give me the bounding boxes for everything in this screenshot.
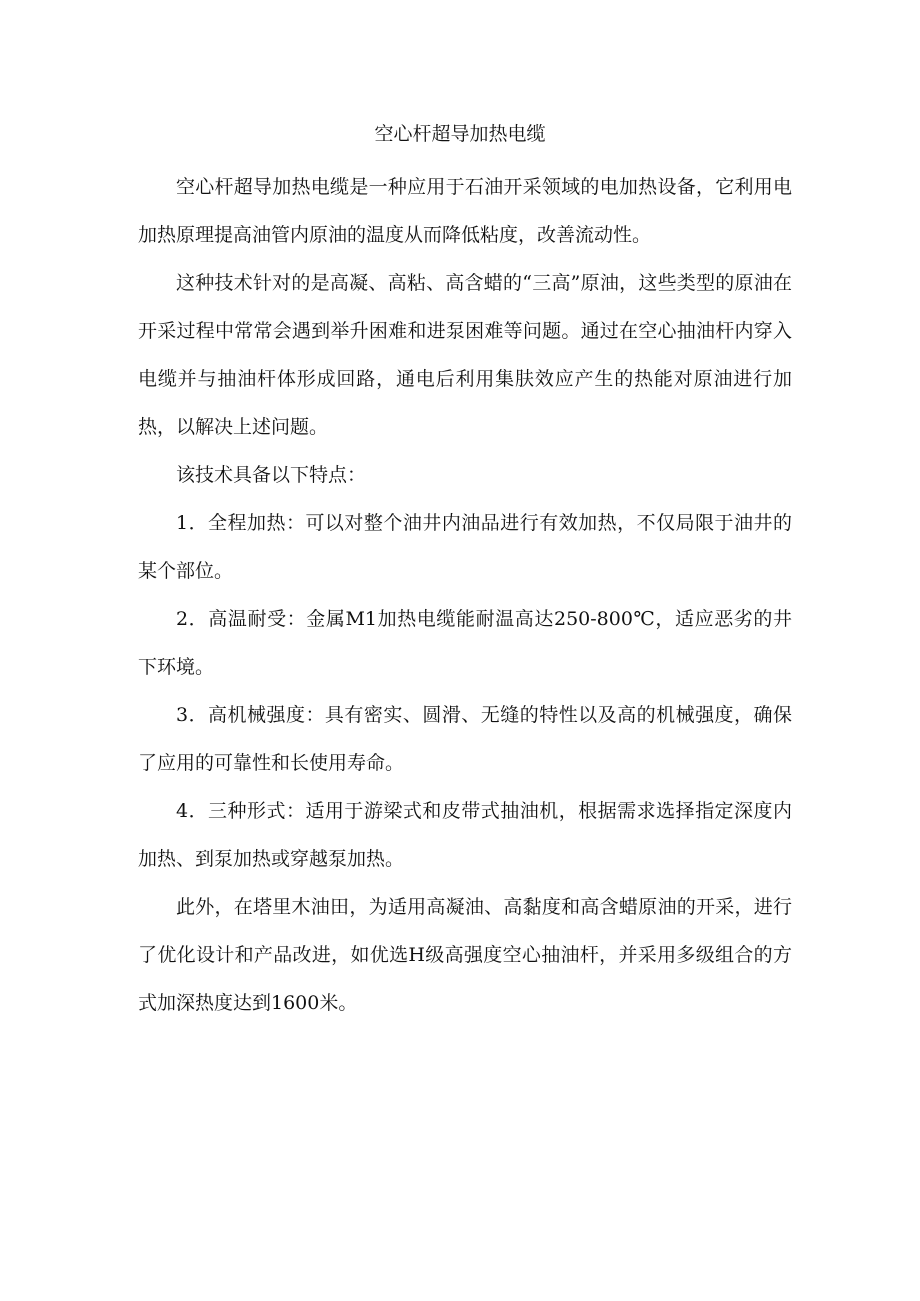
document-body	[138, 163, 792, 1027]
document-title: 空心杆超导加热电缆	[374, 123, 546, 145]
paragraph-intro: 空心杆超导加热电缆是一种应用于石油开采领域的电加热设备，它利用电加热原理提高油管内原油的温度从而降低粘度，改善流动性。	[138, 176, 792, 246]
paragraph-feature-4: 4．三种形式：适用于游梁式和皮带式抽油机，根据需求选择指定深度内加热、到泵加热或穿越泵加热。	[138, 800, 792, 870]
paragraph-features-intro: 该技术具备以下特点：	[176, 464, 367, 486]
paragraph-feature-1: 1．全程加热：可以对整个油井内油品进行有效加热，不仅局限于油井的某个部位。	[138, 512, 792, 582]
paragraph-feature-2: 2．高温耐受：金属M1加热电缆能耐温高达250-800℃，适应恶劣的井下环境。	[138, 608, 792, 678]
paragraph-technology: 这种技术针对的是高凝、高粘、高含蜡的“三高”原油，这些类型的原油在开采过程中常常会遇到举升困难和进泵困难等问题。通过在空心抽油杆内穿入电缆并与抽油杆体形成回路，通电后利用集肤效应产生的热能对原油进行加热，以解决上述问题。	[138, 272, 792, 438]
paragraph-feature-3: 3．高机械强度：具有密实、圆滑、无缝的特性以及高的机械强度，确保了应用的可靠性和长使用寿命。	[138, 704, 792, 774]
paragraph-tarim: 此外，在塔里木油田，为适用高凝油、高黏度和高含蜡原油的开采，进行了优化设计和产品改进，如优选H级高强度空心抽油杆，并采用多级组合的方式加深热度达到1600米。	[138, 896, 792, 1014]
